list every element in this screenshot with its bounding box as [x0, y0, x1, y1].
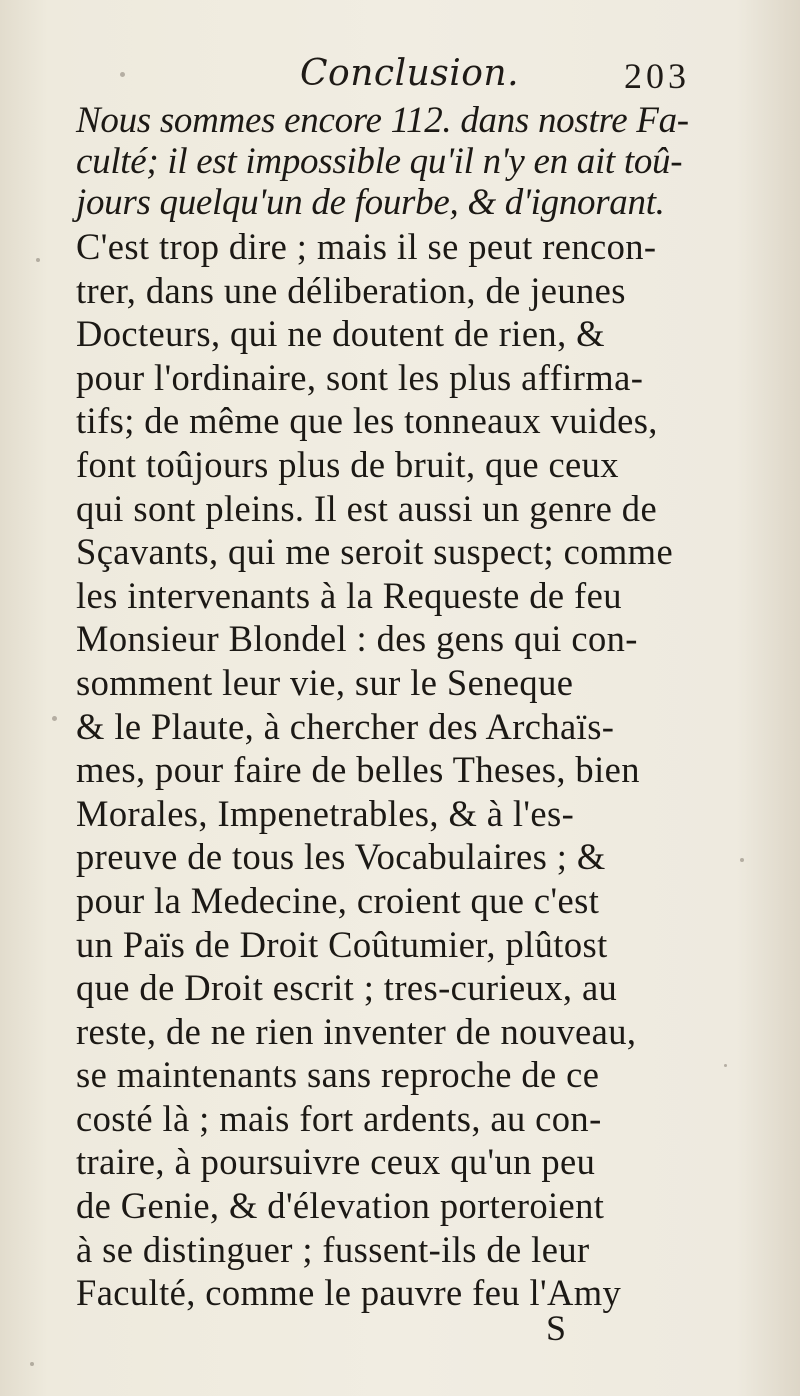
paper-speck [740, 858, 744, 862]
running-title: Conclusion. [300, 53, 520, 94]
paper-speck [36, 258, 40, 262]
page-header [300, 52, 690, 100]
text-line: tifs; de même que les tonneaux vuides, [76, 400, 658, 442]
text-line: pour l'ordinaire, sont les plus affirma- [76, 356, 644, 398]
text-line: les intervenants à la Requeste de feu [76, 574, 622, 616]
body-text [76, 100, 706, 1315]
text-line: se maintenants sans reproche de ce [76, 1054, 600, 1096]
text-line: Faculté, comme le pauvre feu l'Amy [76, 1272, 622, 1314]
text-line: jours quelqu'un de fourbe, & d'ignorant. [76, 182, 665, 223]
page-number: 203 [624, 56, 690, 96]
text-line: mes, pour faire de belles Theses, bien [76, 749, 640, 791]
text-line: Docteurs, qui ne doutent de rien, & [76, 313, 605, 355]
text-line: qui sont pleins. Il est aussi un genre de [76, 487, 658, 529]
text-line: C'est trop dire ; mais il se peut rencon- [76, 226, 657, 267]
text-line: Sçavants, qui me seroit suspect; comme [76, 531, 674, 573]
text-line: Monsieur Blondel : des gens qui con- [76, 618, 638, 660]
paper-speck [120, 72, 125, 77]
text-line: somment leur vie, sur le Seneque [76, 661, 574, 703]
text-line: culté; il est impossible qu'il n'y en ait toû- [76, 141, 683, 182]
text-line: Morales, Impenetrables, & à l'es- [76, 792, 575, 834]
paper-speck [30, 1362, 34, 1366]
text-line: à se distinguer ; fussent-ils de leur [76, 1228, 590, 1270]
text-line: pour la Medecine, croient que c'est [76, 879, 600, 921]
text-line: reste, de ne rien inventer de nouveau, [76, 1010, 637, 1052]
text-line: font toûjours plus de bruit, que ceux [76, 443, 619, 485]
paper-speck [52, 716, 57, 721]
text-line: preuve de tous les Vocabulaires ; & [76, 836, 606, 878]
text-line: de Genie, & d'élevation porteroient [76, 1185, 605, 1227]
text-line: traire, à poursuivre ceux qu'un peu [76, 1141, 596, 1183]
signature-mark: S [546, 1308, 567, 1348]
text-line: costé là ; mais fort ardents, au con- [76, 1097, 602, 1139]
text-line: Nous sommes encore 112. dans nostre Fa- [76, 100, 689, 141]
paper-speck [724, 1064, 727, 1067]
text-line: que de Droit escrit ; tres-curieux, au [76, 967, 618, 1009]
text-line: & le Plaute, à chercher des Archaïs- [76, 705, 615, 747]
text-line: trer, dans une déliberation, de jeunes [76, 269, 626, 311]
text-line: un Païs de Droit Coûtumier, plûtost [76, 923, 608, 965]
